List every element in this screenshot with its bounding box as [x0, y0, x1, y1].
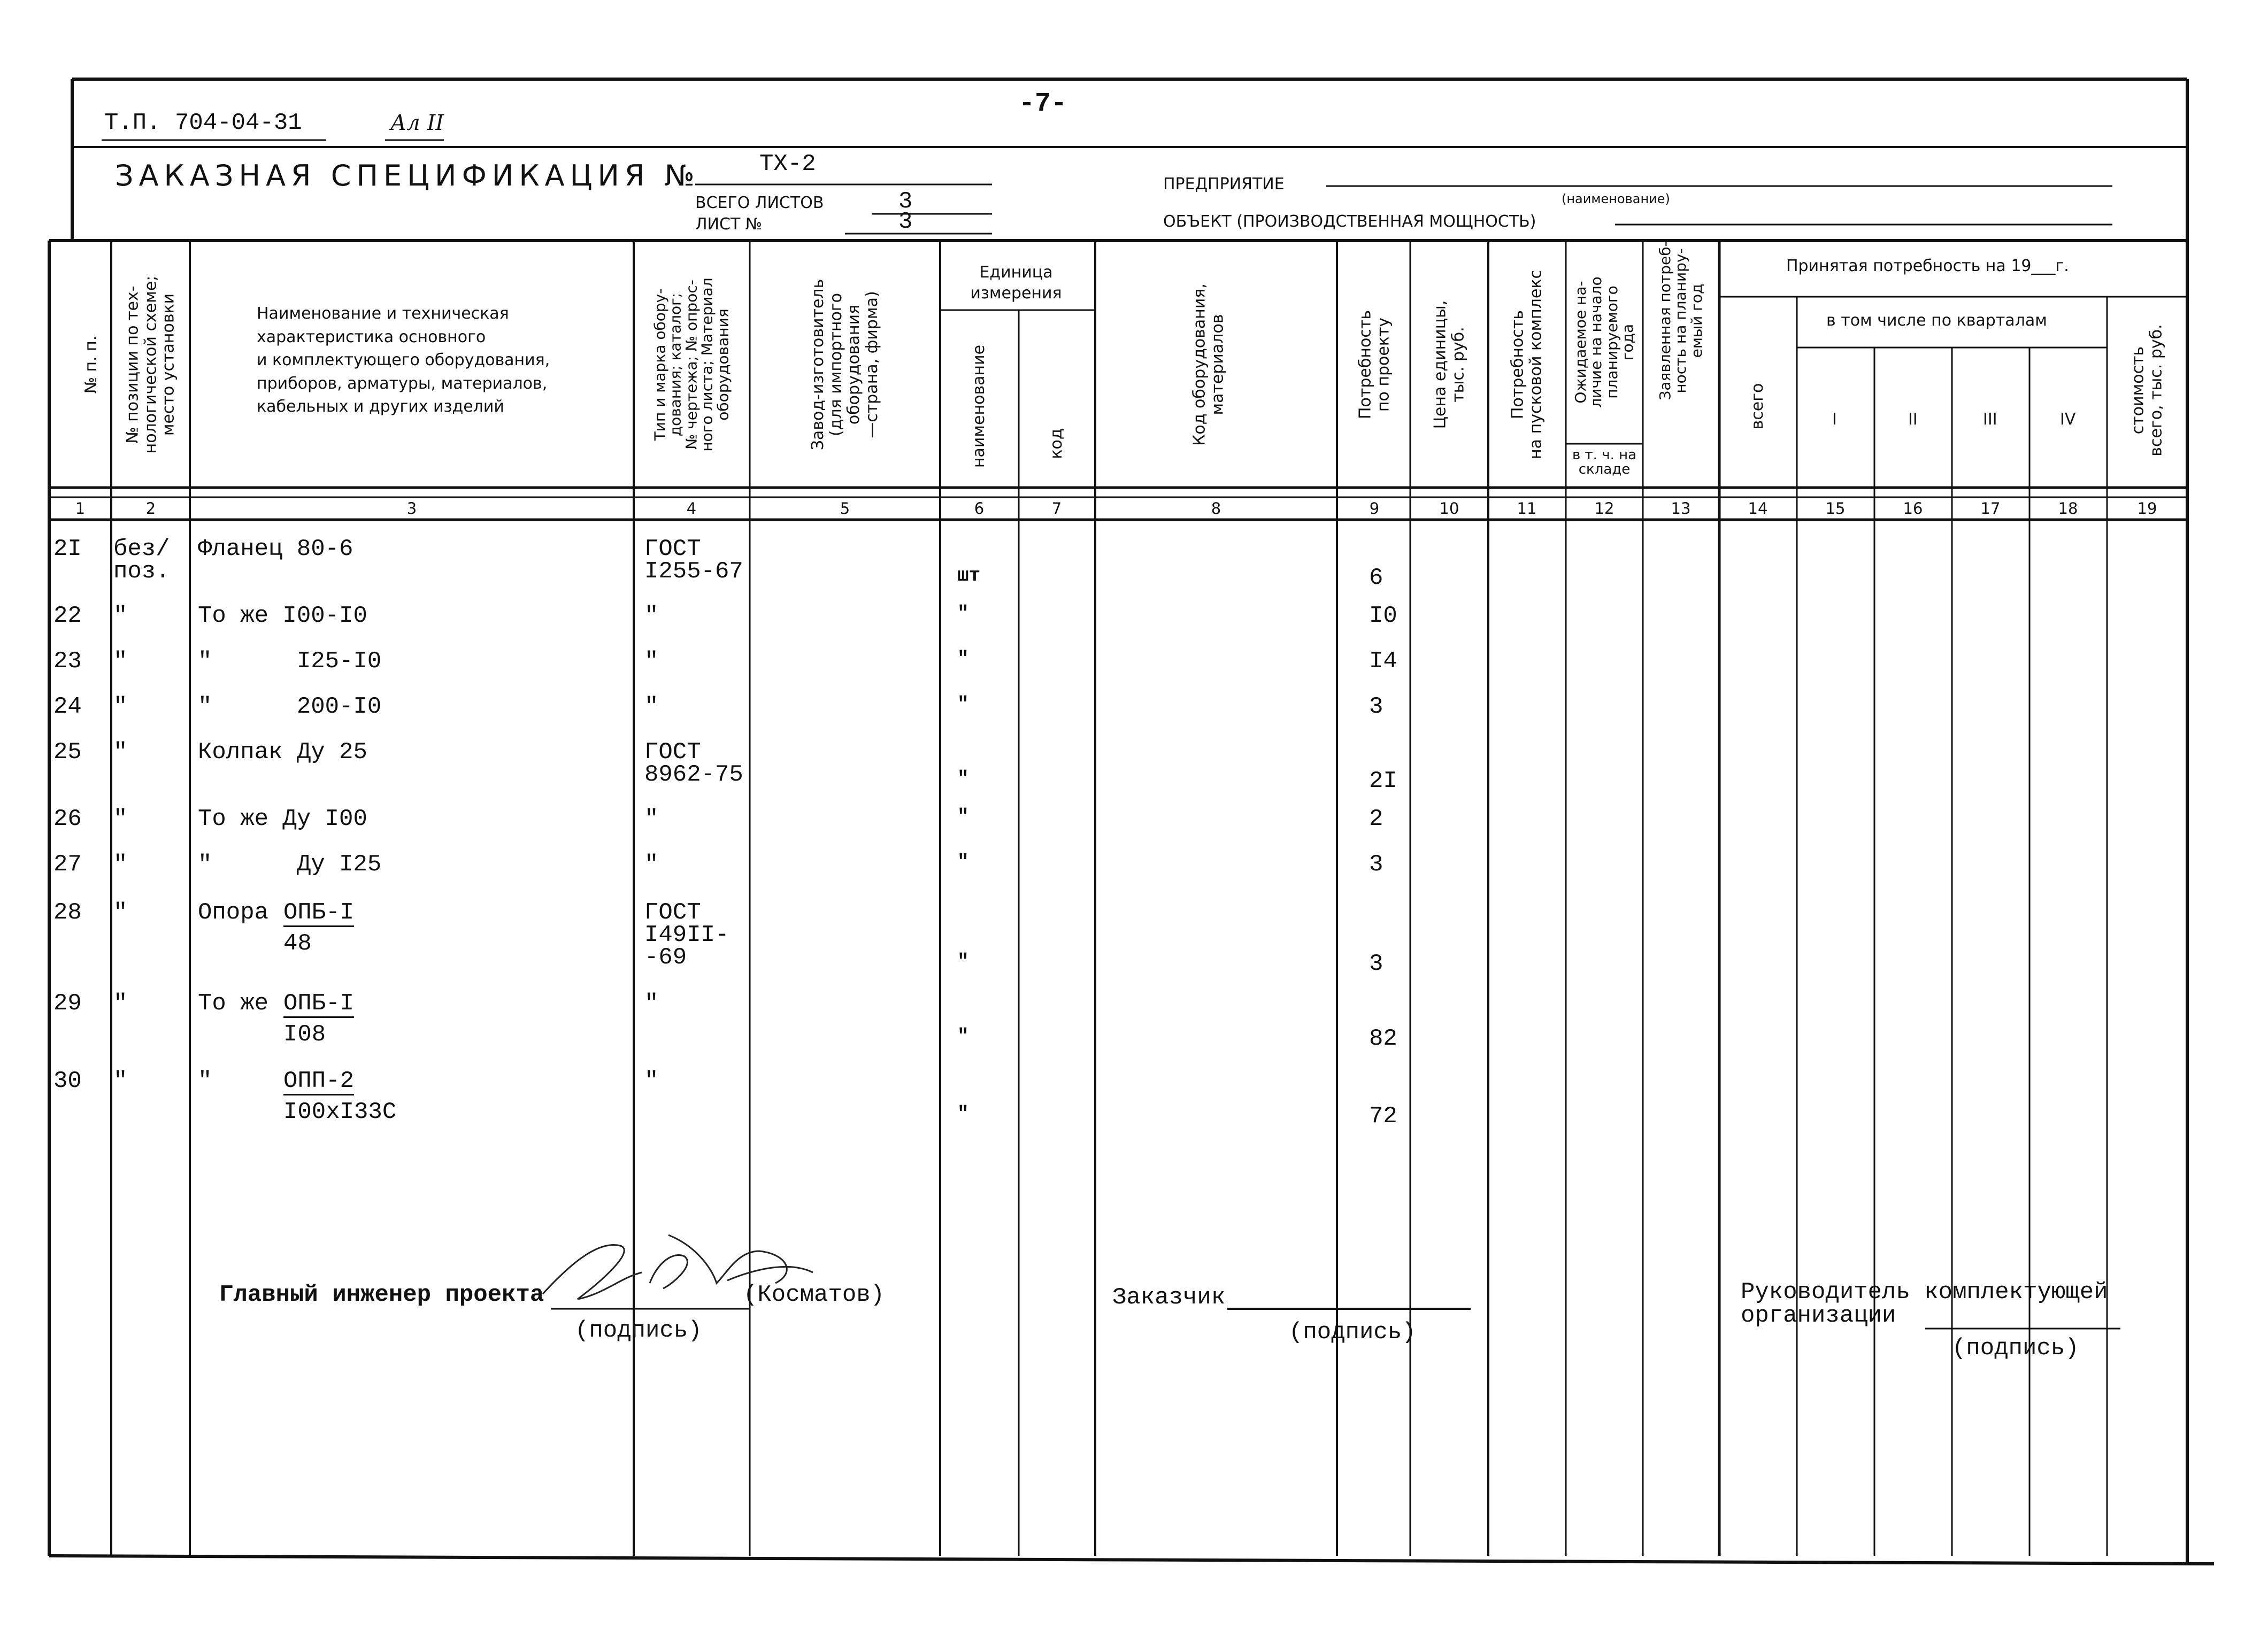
customer-label: Заказчик	[1112, 1284, 1226, 1311]
row-position: "	[113, 806, 128, 832]
col-12-subheader: в т. ч. на складе	[1572, 447, 1637, 478]
col-2-header: № позиции по тех- нологической схеме; место установки	[123, 275, 178, 454]
row-unit: шт	[957, 565, 981, 587]
row-type: 8962-75	[644, 761, 743, 788]
column-number: 1	[75, 499, 86, 518]
quarters-group-header: в том числе по кварталам	[1826, 311, 2047, 330]
row-quantity: 3	[1369, 851, 1383, 878]
column-number: 8	[1211, 499, 1221, 518]
row-name: То же Ду I00	[198, 806, 367, 832]
row-unit: "	[957, 768, 969, 790]
row-number: 22	[53, 603, 82, 629]
page-number: -7-	[1019, 89, 1067, 119]
row-name: Колпак Ду 25	[198, 739, 367, 766]
org-signature-hint: (подпись)	[1952, 1335, 2079, 1362]
total-sheets-label: ВСЕГО ЛИСТОВ	[695, 194, 824, 212]
chief-signature-hint: (подпись)	[575, 1317, 702, 1344]
row-name-fraction-bottom: I00хI33С	[283, 1099, 397, 1125]
row-quantity: 3	[1369, 693, 1383, 720]
row-unit: "	[957, 648, 969, 670]
row-name: То же I00-I0	[198, 603, 367, 629]
row-unit: "	[957, 1103, 969, 1125]
row-type: "	[644, 648, 659, 675]
row-type: "	[644, 990, 659, 1017]
row-quantity: I0	[1369, 603, 1397, 629]
column-number: 9	[1369, 499, 1380, 518]
col-8-header: Код оборудования, материалов	[1190, 283, 1227, 446]
row-position: "	[113, 693, 128, 720]
col-10-header: Цена единицы, тыс. руб.	[1431, 300, 1467, 429]
spec-number: ТХ-2	[759, 151, 816, 178]
col-14-header: всего	[1748, 383, 1767, 430]
col-13-header: Заявленная потреб- ность на планиру- емый год	[1656, 241, 1705, 400]
row-name-fraction-top: ОПП-2	[283, 1068, 355, 1094]
column-number: 7	[1051, 499, 1062, 518]
column-number: 15	[1825, 499, 1846, 518]
row-type: ГОСТ	[644, 899, 701, 926]
column-number: 19	[2137, 499, 2157, 518]
row-number: 28	[53, 899, 82, 926]
row-name-fraction-bottom: I08	[283, 1021, 326, 1048]
row-quantity: 6	[1369, 565, 1383, 591]
row-position: без/	[113, 536, 170, 562]
col-19-header: стоимость всего, тыс. руб.	[2128, 324, 2165, 457]
col-5-header: Завод-изготовитель (для импортного оборудования —страна, фирма)	[808, 279, 881, 451]
column-number: 5	[840, 499, 850, 518]
column-number: 10	[1439, 499, 1459, 518]
col-6-header: наименование	[970, 344, 989, 468]
album-mark: Ал II	[390, 111, 444, 135]
row-name: Опора	[198, 899, 283, 926]
row-quantity: 72	[1369, 1103, 1397, 1130]
column-number: 2	[145, 499, 156, 518]
row-position: "	[113, 990, 128, 1017]
org-head-label: Руководитель комплектующей организации	[1741, 1279, 2108, 1329]
column-number: 14	[1748, 499, 1768, 518]
unit-group-header: Единица измерения	[970, 263, 1062, 303]
col-17-header: III	[1983, 410, 1997, 429]
row-name: " 200-I0	[198, 693, 382, 720]
row-unit: "	[957, 851, 969, 873]
row-number: 27	[53, 851, 82, 878]
row-position: "	[113, 851, 128, 878]
row-quantity: I4	[1369, 648, 1397, 675]
row-type: "	[644, 1068, 659, 1094]
sheet-label: ЛИСТ №	[695, 215, 763, 234]
row-position: "	[113, 648, 128, 675]
customer-signature-hint: (подпись)	[1289, 1319, 1416, 1346]
row-name: " I25-I0	[198, 648, 382, 675]
row-type: "	[644, 603, 659, 629]
column-number: 11	[1517, 499, 1537, 518]
row-quantity: 3	[1369, 951, 1383, 977]
row-type: -69	[644, 944, 687, 971]
col-3-header: Наименование и техническая характеристика основного и комплектующего оборудования, приборов, арматуры, материалов, кабельных и других изделий	[257, 304, 550, 416]
col-18-header: IV	[2060, 410, 2076, 429]
column-number: 18	[2058, 499, 2078, 518]
row-type: ГОСТ	[644, 739, 701, 766]
column-number: 6	[974, 499, 985, 518]
row-quantity: 82	[1369, 1025, 1397, 1052]
row-type: ГОСТ	[644, 536, 701, 562]
row-unit: "	[957, 1025, 969, 1047]
col-1-header: № п. п.	[82, 335, 101, 394]
total-sheets-value: 3	[898, 188, 913, 215]
row-position: "	[113, 899, 128, 926]
row-number: 26	[53, 806, 82, 832]
document-code: Т.П. 704-04-31	[104, 110, 302, 136]
row-name-fraction-top: ОПБ-I	[283, 990, 355, 1017]
row-name-fraction-bottom: 48	[283, 930, 312, 957]
row-position: "	[113, 1068, 128, 1094]
chief-engineer-name: (Косматов)	[743, 1282, 885, 1308]
col-15-header: I	[1832, 410, 1837, 429]
row-number: 25	[53, 739, 82, 766]
row-name: " Ду I25	[198, 851, 382, 878]
column-number: 12	[1594, 499, 1614, 518]
accepted-group-header: Принятая потребность на 19___г.	[1786, 257, 2069, 275]
row-unit: "	[957, 806, 969, 828]
row-number: 2I	[53, 536, 82, 562]
col-12-header: Ожидаемое на- личие на начало планируемого года	[1572, 276, 1637, 408]
row-name: "	[198, 1068, 283, 1094]
row-unit: "	[957, 603, 969, 624]
row-type: I49II-	[644, 922, 729, 948]
column-number: 16	[1903, 499, 1923, 518]
row-quantity: 2I	[1369, 768, 1397, 794]
column-number: 17	[1980, 499, 2001, 518]
row-name: То же	[198, 990, 283, 1017]
row-number: 30	[53, 1068, 82, 1094]
row-name-fraction-top: ОПБ-I	[283, 899, 355, 926]
sheet-value: 3	[898, 209, 913, 235]
col-11-header: Потребность на пусковой комплекс	[1508, 270, 1545, 459]
column-number: 4	[686, 499, 697, 518]
row-number: 29	[53, 990, 82, 1017]
col-16-header: II	[1908, 410, 1918, 429]
col-4-header: Тип и марка обору- дования; каталог; № чертежа; № опрос- ного листа; Материал оборудования	[651, 277, 732, 452]
object-label: ОБЪЕКТ (ПРОИЗВОДСТВЕННАЯ МОЩНОСТЬ)	[1163, 212, 1536, 231]
row-type: I255-67	[644, 558, 743, 585]
row-type: "	[644, 806, 659, 832]
row-number: 24	[53, 693, 82, 720]
name-hint: (наименование)	[1562, 191, 1670, 206]
chief-engineer-label: Главный инженер проекта	[219, 1282, 544, 1308]
row-type: "	[644, 693, 659, 720]
col-7-header: код	[1047, 428, 1066, 459]
col-9-header: Потребность по проекту	[1356, 310, 1393, 420]
row-type: "	[644, 851, 659, 878]
row-unit: "	[957, 951, 969, 973]
row-name: Фланец 80-6	[198, 536, 353, 562]
column-number: 13	[1671, 499, 1691, 518]
row-number: 23	[53, 648, 82, 675]
row-position: "	[113, 603, 128, 629]
row-quantity: 2	[1369, 806, 1383, 832]
row-position: поз.	[113, 558, 170, 585]
enterprise-label: ПРЕДПРИЯТИЕ	[1163, 175, 1285, 194]
row-position: "	[113, 739, 128, 766]
row-unit: "	[957, 693, 969, 715]
spec-title: ЗАКАЗНАЯ СПЕЦИФИКАЦИЯ №	[115, 159, 700, 192]
column-number: 3	[406, 499, 417, 518]
